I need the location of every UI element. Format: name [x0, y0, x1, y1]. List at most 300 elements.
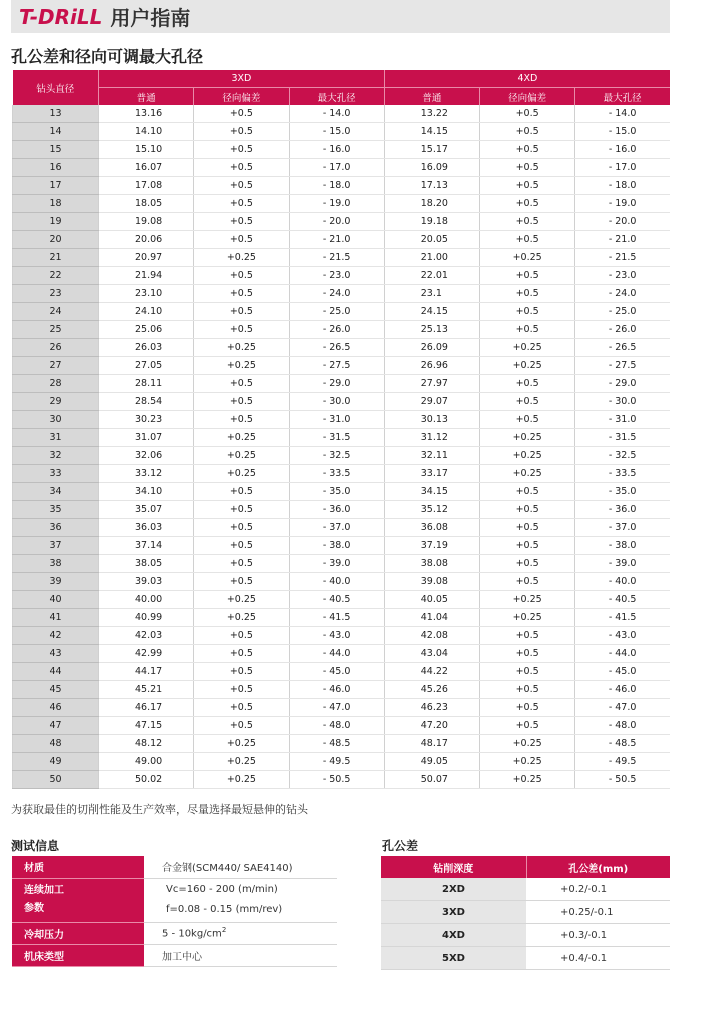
cell-radial-offset-4xd: +0.5 [480, 159, 575, 177]
cell-radial-offset-3xd: +0.25 [194, 249, 289, 267]
vc-value: Vc=160 - 200 (m/min) [166, 884, 278, 895]
cell-normal-3xd: 47.15 [99, 717, 194, 735]
cell-radial-offset-3xd: +0.5 [194, 267, 289, 285]
cell-max-hole-4xd: - 29.0 [575, 375, 670, 393]
cell-radial-offset-4xd: +0.5 [480, 717, 575, 735]
cell-normal-4xd: 31.12 [384, 429, 479, 447]
cell-drill-diameter: 41 [13, 609, 99, 627]
params-label [12, 878, 144, 922]
table-row [13, 339, 671, 357]
cell-max-hole-4xd: - 31.0 [575, 411, 670, 429]
cell-normal-4xd: 18.20 [384, 195, 479, 213]
material-value: 合金钢(SCM440/ SAE4140) [144, 856, 337, 878]
page-title: 用户指南 [110, 6, 191, 30]
cell-drill-diameter: 24 [13, 303, 99, 321]
cell-max-hole-4xd: - 40.5 [575, 591, 670, 609]
cell-drill-diameter: 37 [13, 537, 99, 555]
cell-drill-diameter: 23 [13, 285, 99, 303]
cell-normal-3xd: 17.08 [99, 177, 194, 195]
table-row [13, 357, 671, 375]
cell-max-hole-3xd: - 50.5 [289, 771, 384, 789]
cell-drill-diameter: 39 [13, 573, 99, 591]
cell-radial-offset-3xd: +0.5 [194, 177, 289, 195]
cell-radial-offset-4xd: +0.5 [480, 645, 575, 663]
brand-logo: T-DRiLL [19, 4, 103, 29]
cell-max-hole-3xd: - 25.0 [289, 303, 384, 321]
coolant-unit-sup: 2 [221, 926, 227, 935]
cell-radial-offset-4xd: +0.5 [480, 303, 575, 321]
cell-drill-diameter: 28 [13, 375, 99, 393]
machine-label: 机床类型 [12, 944, 144, 966]
cell-normal-3xd: 44.17 [99, 663, 194, 681]
cell-max-hole-3xd: - 46.0 [289, 681, 384, 699]
cell-radial-offset-4xd: +0.5 [480, 177, 575, 195]
table-row [13, 375, 671, 393]
cell-normal-4xd: 19.18 [384, 213, 479, 231]
cell-max-hole-4xd: - 48.0 [575, 717, 670, 735]
cell-normal-4xd: 27.97 [384, 375, 479, 393]
cell-max-hole-3xd: - 27.5 [289, 357, 384, 375]
table-row [13, 735, 671, 753]
cell-normal-3xd: 46.17 [99, 699, 194, 717]
tolerance-title: 孔公差 [382, 839, 419, 853]
cell-radial-offset-3xd: +0.25 [194, 735, 289, 753]
cell-drill-diameter: 29 [13, 393, 99, 411]
cell-max-hole-3xd: - 49.5 [289, 753, 384, 771]
cell-drill-diameter: 17 [13, 177, 99, 195]
table-row [13, 645, 671, 663]
cell-drill-diameter: 19 [13, 213, 99, 231]
hole-diameter-table [12, 70, 670, 789]
coolant-value [144, 922, 337, 944]
section-title: 孔公差和径向可调最大孔径 [11, 47, 204, 66]
cell-drill-diameter: 26 [13, 339, 99, 357]
cell-max-hole-4xd: - 49.5 [575, 753, 670, 771]
cell-normal-3xd: 31.07 [99, 429, 194, 447]
header-radial-offset: 径向偏差 [194, 88, 289, 106]
cell-radial-offset-3xd: +0.5 [194, 555, 289, 573]
cell-radial-offset-3xd: +0.5 [194, 519, 289, 537]
cell-radial-offset-4xd: +0.5 [480, 501, 575, 519]
cell-normal-4xd: 25.13 [384, 321, 479, 339]
cell-drill-diameter: 16 [13, 159, 99, 177]
cell-drill-diameter: 33 [13, 465, 99, 483]
cell-radial-offset-3xd: +0.5 [194, 105, 289, 123]
cell-max-hole-3xd: - 37.0 [289, 519, 384, 537]
params-label-line2: 参数 [24, 903, 44, 914]
table-row [13, 303, 671, 321]
cell-normal-3xd: 34.10 [99, 483, 194, 501]
cell-drill-diameter: 44 [13, 663, 99, 681]
cell-max-hole-4xd: - 16.0 [575, 141, 670, 159]
cell-normal-3xd: 40.99 [99, 609, 194, 627]
cell-radial-offset-3xd: +0.5 [194, 393, 289, 411]
cell-radial-offset-3xd: +0.5 [194, 141, 289, 159]
table-row [13, 537, 671, 555]
cell-drill-diameter: 34 [13, 483, 99, 501]
cell-hole-tolerance: +0.2/-0.1 [526, 878, 670, 901]
cell-drill-diameter: 36 [13, 519, 99, 537]
cell-radial-offset-4xd: +0.5 [480, 519, 575, 537]
cell-normal-3xd: 16.07 [99, 159, 194, 177]
table-row [13, 771, 671, 789]
cell-radial-offset-4xd: +0.5 [480, 573, 575, 591]
cell-radial-offset-4xd: +0.5 [480, 195, 575, 213]
cell-drill-diameter: 27 [13, 357, 99, 375]
header-normal: 普通 [384, 88, 479, 106]
header-radial-offset: 径向偏差 [480, 88, 575, 106]
cell-normal-4xd: 29.07 [384, 393, 479, 411]
cell-radial-offset-3xd: +0.5 [194, 375, 289, 393]
cell-normal-3xd: 28.54 [99, 393, 194, 411]
cell-normal-4xd: 26.96 [384, 357, 479, 375]
cell-normal-4xd: 41.04 [384, 609, 479, 627]
cell-radial-offset-3xd: +0.5 [194, 195, 289, 213]
cell-max-hole-3xd: - 48.0 [289, 717, 384, 735]
cell-max-hole-4xd: - 21.5 [575, 249, 670, 267]
cell-radial-offset-3xd: +0.5 [194, 699, 289, 717]
params-label-line1: 连续加工 [24, 885, 64, 896]
cell-radial-offset-3xd: +0.25 [194, 447, 289, 465]
coolant-value-text: 5 - 10kg/cm [162, 928, 222, 940]
cell-drilling-depth: 4XD [381, 924, 526, 947]
table-row [13, 573, 671, 591]
cell-max-hole-3xd: - 23.0 [289, 267, 384, 285]
cell-normal-4xd: 15.17 [384, 141, 479, 159]
cell-max-hole-4xd: - 47.0 [575, 699, 670, 717]
cell-normal-3xd: 42.99 [99, 645, 194, 663]
cell-radial-offset-4xd: +0.5 [480, 213, 575, 231]
cell-normal-3xd: 20.97 [99, 249, 194, 267]
cell-drill-diameter: 43 [13, 645, 99, 663]
cell-normal-3xd: 19.08 [99, 213, 194, 231]
cell-radial-offset-3xd: +0.5 [194, 483, 289, 501]
table-row [13, 285, 671, 303]
cell-max-hole-3xd: - 17.0 [289, 159, 384, 177]
table-row [13, 159, 671, 177]
cell-normal-4xd: 22.01 [384, 267, 479, 285]
cell-max-hole-4xd: - 41.5 [575, 609, 670, 627]
cell-max-hole-4xd: - 30.0 [575, 393, 670, 411]
cell-normal-4xd: 33.17 [384, 465, 479, 483]
table-row [13, 195, 671, 213]
cell-max-hole-4xd: - 36.0 [575, 501, 670, 519]
cell-radial-offset-3xd: +0.25 [194, 771, 289, 789]
cell-radial-offset-3xd: +0.5 [194, 573, 289, 591]
header-group-3xd: 3XD [99, 70, 385, 88]
table-row [13, 555, 671, 573]
cell-drill-diameter: 25 [13, 321, 99, 339]
cell-max-hole-3xd: - 39.0 [289, 555, 384, 573]
header-max-hole: 最大孔径 [575, 88, 670, 106]
cell-radial-offset-4xd: +0.5 [480, 627, 575, 645]
cell-radial-offset-3xd: +0.5 [194, 159, 289, 177]
cell-max-hole-4xd: - 18.0 [575, 177, 670, 195]
test-info-table [12, 856, 337, 967]
cell-normal-4xd: 38.08 [384, 555, 479, 573]
cell-max-hole-4xd: - 24.0 [575, 285, 670, 303]
cell-drill-diameter: 35 [13, 501, 99, 519]
cell-drill-diameter: 32 [13, 447, 99, 465]
cell-normal-4xd: 30.13 [384, 411, 479, 429]
cell-radial-offset-4xd: +0.25 [480, 447, 575, 465]
table-row [13, 699, 671, 717]
cell-normal-3xd: 14.10 [99, 123, 194, 141]
cell-radial-offset-3xd: +0.5 [194, 123, 289, 141]
cell-normal-4xd: 23.1 [384, 285, 479, 303]
cell-normal-4xd: 16.09 [384, 159, 479, 177]
cell-drill-diameter: 21 [13, 249, 99, 267]
cell-normal-3xd: 32.06 [99, 447, 194, 465]
table-row [12, 944, 337, 966]
cell-max-hole-4xd: - 14.0 [575, 105, 670, 123]
header-group-4xd: 4XD [384, 70, 670, 88]
cell-radial-offset-4xd: +0.25 [480, 609, 575, 627]
cell-radial-offset-3xd: +0.25 [194, 753, 289, 771]
table-row [381, 878, 670, 901]
cell-max-hole-4xd: - 48.5 [575, 735, 670, 753]
cell-normal-4xd: 40.05 [384, 591, 479, 609]
cell-normal-3xd: 33.12 [99, 465, 194, 483]
cell-normal-3xd: 36.03 [99, 519, 194, 537]
cell-max-hole-4xd: - 27.5 [575, 357, 670, 375]
cell-max-hole-4xd: - 45.0 [575, 663, 670, 681]
cell-radial-offset-3xd: +0.5 [194, 663, 289, 681]
cell-normal-4xd: 47.20 [384, 717, 479, 735]
cell-max-hole-3xd: - 45.0 [289, 663, 384, 681]
cell-radial-offset-3xd: +0.5 [194, 285, 289, 303]
cell-max-hole-4xd: - 33.5 [575, 465, 670, 483]
cell-normal-3xd: 30.23 [99, 411, 194, 429]
cell-radial-offset-3xd: +0.5 [194, 501, 289, 519]
cell-radial-offset-4xd: +0.5 [480, 123, 575, 141]
cell-radial-offset-4xd: +0.5 [480, 141, 575, 159]
cell-hole-tolerance: +0.4/-0.1 [526, 947, 670, 970]
cell-radial-offset-3xd: +0.5 [194, 321, 289, 339]
cell-normal-4xd: 43.04 [384, 645, 479, 663]
cell-max-hole-4xd: - 23.0 [575, 267, 670, 285]
cell-normal-3xd: 37.14 [99, 537, 194, 555]
test-info-title: 测试信息 [11, 839, 60, 853]
cell-normal-4xd: 35.12 [384, 501, 479, 519]
cell-max-hole-3xd: - 43.0 [289, 627, 384, 645]
machine-value: 加工中心 [144, 944, 337, 966]
cell-drill-diameter: 20 [13, 231, 99, 249]
table-row [13, 519, 671, 537]
cell-max-hole-3xd: - 48.5 [289, 735, 384, 753]
cell-radial-offset-3xd: +0.5 [194, 213, 289, 231]
cell-max-hole-3xd: - 31.5 [289, 429, 384, 447]
cell-max-hole-3xd: - 20.0 [289, 213, 384, 231]
cell-radial-offset-3xd: +0.5 [194, 231, 289, 249]
cell-radial-offset-4xd: +0.25 [480, 753, 575, 771]
cell-max-hole-3xd: - 16.0 [289, 141, 384, 159]
cell-drilling-depth: 2XD [381, 878, 526, 901]
cell-max-hole-3xd: - 21.5 [289, 249, 384, 267]
cell-radial-offset-3xd: +0.5 [194, 681, 289, 699]
table-row [13, 177, 671, 195]
tolerance-body [381, 878, 670, 970]
cell-normal-4xd: 14.15 [384, 123, 479, 141]
cell-radial-offset-4xd: +0.25 [480, 357, 575, 375]
cell-max-hole-4xd: - 26.5 [575, 339, 670, 357]
cell-normal-3xd: 48.12 [99, 735, 194, 753]
table-row [13, 447, 671, 465]
cell-radial-offset-3xd: +0.5 [194, 645, 289, 663]
cell-normal-4xd: 48.17 [384, 735, 479, 753]
f-value: f=0.08 - 0.15 (mm/rev) [166, 904, 283, 915]
cell-radial-offset-4xd: +0.5 [480, 663, 575, 681]
table-row [13, 483, 671, 501]
table-row [13, 105, 671, 123]
cell-drill-diameter: 49 [13, 753, 99, 771]
cell-drill-diameter: 47 [13, 717, 99, 735]
cell-normal-4xd: 20.05 [384, 231, 479, 249]
cell-max-hole-4xd: - 20.0 [575, 213, 670, 231]
cell-normal-4xd: 46.23 [384, 699, 479, 717]
cell-drill-diameter: 30 [13, 411, 99, 429]
table-row [13, 267, 671, 285]
table-row [13, 663, 671, 681]
cell-max-hole-4xd: - 39.0 [575, 555, 670, 573]
table-row [381, 901, 670, 924]
cell-normal-3xd: 49.00 [99, 753, 194, 771]
cell-max-hole-3xd: - 21.0 [289, 231, 384, 249]
cell-drill-diameter: 50 [13, 771, 99, 789]
cell-max-hole-3xd: - 38.0 [289, 537, 384, 555]
cell-radial-offset-3xd: +0.25 [194, 429, 289, 447]
cell-max-hole-3xd: - 31.0 [289, 411, 384, 429]
cell-normal-4xd: 34.15 [384, 483, 479, 501]
cell-normal-4xd: 21.00 [384, 249, 479, 267]
cell-drill-diameter: 18 [13, 195, 99, 213]
cell-max-hole-3xd: - 41.5 [289, 609, 384, 627]
cell-normal-3xd: 40.00 [99, 591, 194, 609]
cell-max-hole-3xd: - 15.0 [289, 123, 384, 141]
cell-max-hole-3xd: - 29.0 [289, 375, 384, 393]
cell-hole-tolerance: +0.3/-0.1 [526, 924, 670, 947]
cell-radial-offset-4xd: +0.25 [480, 429, 575, 447]
table-row [13, 321, 671, 339]
cell-normal-3xd: 26.03 [99, 339, 194, 357]
cell-drill-diameter: 38 [13, 555, 99, 573]
cell-max-hole-4xd: - 40.0 [575, 573, 670, 591]
cell-radial-offset-4xd: +0.5 [480, 105, 575, 123]
cell-normal-3xd: 24.10 [99, 303, 194, 321]
cell-max-hole-4xd: - 35.0 [575, 483, 670, 501]
cell-radial-offset-4xd: +0.25 [480, 735, 575, 753]
cell-max-hole-4xd: - 31.5 [575, 429, 670, 447]
cell-normal-4xd: 13.22 [384, 105, 479, 123]
cell-max-hole-4xd: - 26.0 [575, 321, 670, 339]
page-header [11, 0, 670, 33]
table-row [13, 393, 671, 411]
cell-max-hole-3xd: - 18.0 [289, 177, 384, 195]
cell-normal-3xd: 25.06 [99, 321, 194, 339]
table-row [13, 753, 671, 771]
cell-radial-offset-3xd: +0.5 [194, 627, 289, 645]
table-body [13, 105, 671, 789]
cell-normal-4xd: 26.09 [384, 339, 479, 357]
cell-drill-diameter: 46 [13, 699, 99, 717]
cell-radial-offset-4xd: +0.5 [480, 285, 575, 303]
cell-radial-offset-3xd: +0.5 [194, 717, 289, 735]
cell-max-hole-3xd: - 19.0 [289, 195, 384, 213]
cell-max-hole-4xd: - 25.0 [575, 303, 670, 321]
cell-max-hole-3xd: - 26.5 [289, 339, 384, 357]
cell-max-hole-4xd: - 17.0 [575, 159, 670, 177]
cell-drilling-depth: 3XD [381, 901, 526, 924]
cell-radial-offset-4xd: +0.25 [480, 465, 575, 483]
cell-normal-3xd: 18.05 [99, 195, 194, 213]
cell-max-hole-3xd: - 36.0 [289, 501, 384, 519]
cell-max-hole-4xd: - 50.5 [575, 771, 670, 789]
cell-drill-diameter: 48 [13, 735, 99, 753]
table-row [13, 249, 671, 267]
cell-drill-diameter: 31 [13, 429, 99, 447]
cell-max-hole-4xd: - 19.0 [575, 195, 670, 213]
material-label: 材质 [12, 856, 144, 878]
table-row [13, 717, 671, 735]
cell-radial-offset-3xd: +0.25 [194, 591, 289, 609]
params-value [144, 878, 337, 922]
cell-max-hole-3xd: - 30.0 [289, 393, 384, 411]
table-row [13, 627, 671, 645]
cell-radial-offset-4xd: +0.25 [480, 591, 575, 609]
cell-radial-offset-4xd: +0.5 [480, 681, 575, 699]
cell-normal-4xd: 42.08 [384, 627, 479, 645]
cell-normal-3xd: 27.05 [99, 357, 194, 375]
table-row [13, 429, 671, 447]
cell-max-hole-3xd: - 14.0 [289, 105, 384, 123]
table-row [12, 856, 337, 878]
table-row [13, 213, 671, 231]
cell-hole-tolerance: +0.25/-0.1 [526, 901, 670, 924]
cell-max-hole-4xd: - 32.5 [575, 447, 670, 465]
cell-drill-diameter: 13 [13, 105, 99, 123]
cell-drill-diameter: 40 [13, 591, 99, 609]
cell-radial-offset-4xd: +0.5 [480, 699, 575, 717]
cell-max-hole-3xd: - 32.5 [289, 447, 384, 465]
cell-normal-4xd: 44.22 [384, 663, 479, 681]
cell-radial-offset-4xd: +0.25 [480, 339, 575, 357]
cell-normal-3xd: 42.03 [99, 627, 194, 645]
cell-drill-diameter: 22 [13, 267, 99, 285]
table-row [13, 141, 671, 159]
table-row [12, 878, 337, 922]
cell-radial-offset-4xd: +0.5 [480, 231, 575, 249]
cell-radial-offset-3xd: +0.25 [194, 609, 289, 627]
cell-drilling-depth: 5XD [381, 947, 526, 970]
cell-normal-3xd: 50.02 [99, 771, 194, 789]
cell-radial-offset-4xd: +0.5 [480, 267, 575, 285]
cell-drill-diameter: 14 [13, 123, 99, 141]
cell-max-hole-4xd: - 21.0 [575, 231, 670, 249]
table-row [13, 123, 671, 141]
cell-max-hole-4xd: - 38.0 [575, 537, 670, 555]
cell-radial-offset-4xd: +0.5 [480, 321, 575, 339]
cell-max-hole-4xd: - 44.0 [575, 645, 670, 663]
table-row [13, 231, 671, 249]
cell-radial-offset-4xd: +0.5 [480, 483, 575, 501]
cell-max-hole-4xd: - 46.0 [575, 681, 670, 699]
cell-normal-4xd: 50.07 [384, 771, 479, 789]
cell-max-hole-3xd: - 47.0 [289, 699, 384, 717]
cell-normal-4xd: 32.11 [384, 447, 479, 465]
cell-radial-offset-3xd: +0.25 [194, 339, 289, 357]
cell-radial-offset-4xd: +0.5 [480, 537, 575, 555]
table-row [13, 609, 671, 627]
